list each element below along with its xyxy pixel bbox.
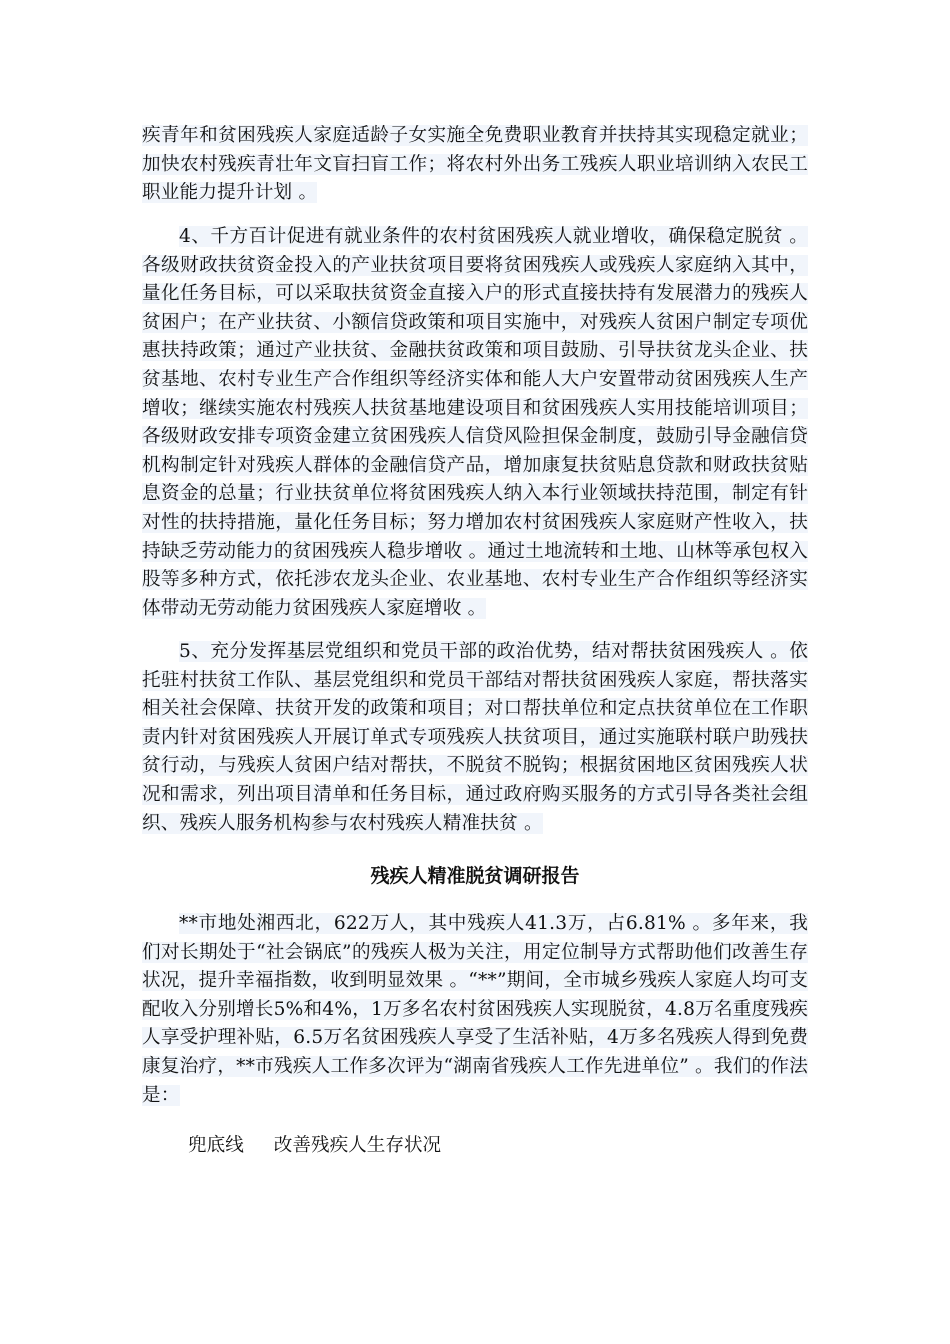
body-paragraph — [142, 122, 808, 208]
paragraph-text: 5、充分发挥基层党组织和党员干部的政治优势，结对帮扶贫困残疾人 。依托驻村扶贫工作队、基层党组织和党员干部结对帮扶贫困残疾人家庭，帮扶落实相关社会保障、扶贫开发的政策和项目；对口帮扶单位和定点扶贫单位在工作职责内针对贫困残疾人开展订单式专项残疾人扶贫项目，通过实施联村联户助残扶贫行动，与残疾人贫困户结对帮扶，不脱贫不脱钩；根据贫困地区贫困残疾人状况和需求，列出项目清单和任务目标，通过政府购买服务的方式引导各类社会组织、残疾人服务机构参与农村残疾人精准扶贫 。 — [142, 641, 808, 834]
paragraph-text: 疾青年和贫困残疾人家庭适龄子女实施全免费职业教育并扶持其实现稳定就业；加快农村残疾青壮年文盲扫盲工作；将农村外出务工残疾人职业培训纳入农民工职业能力提升计划 。 — [142, 125, 808, 204]
subheading-right: 改善残疾人生存状况 — [273, 1135, 442, 1156]
subheading-left: 兜底线 — [188, 1135, 244, 1156]
subheading — [188, 1132, 441, 1160]
section-title: 残疾人精准脱贫调研报告 — [370, 865, 580, 887]
paragraph-text: 4、千方百计促进有就业条件的农村贫困残疾人就业增收，确保稳定脱贫 。各级财政扶贫资金投入的产业扶贫项目要将贫困残疾人或残疾人家庭纳入其中，量化任务目标，可以采取扶贫资金直接入户的形式直接扶持有发展潜力的残疾人贫困户；在产业扶贫、小额信贷政策和项目实施中，对残疾人贫困户制定专项优惠扶持政策；通过产业扶贫、金融扶贫政策和项目鼓励、引导扶贫龙头企业、扶贫基地、农村专业生产合作组织等经济实体和能人大户安置带动贫困残疾人生产增收；继续实施农村残疾人扶贫基地建设项目和贫困残疾人实用技能培训项目；各级财政安排专项资金建立贫困残疾人信贷风险担保金制度，鼓励引导金融信贷机构制定针对残疾人群体的金融信贷产品，增加康复扶贫贴息贷款和财政扶贫贴息资金的总量；行业扶贫单位将贫困残疾人纳入本行业领域扶持范围，制定有针对性的扶持措施，量化任务目标；努力增加农村贫困残疾人家庭财产性收入，扶持缺乏劳动能力的贫困残疾人稳步增收 。通过土地流转和土地、山林等承包权入股等多种方式，依托涉农龙头企业、农业基地、农村专业生产合作组织等经济实体带动无劳动能力贫困残疾人家庭增收 。 — [142, 226, 808, 619]
body-paragraph — [142, 638, 808, 838]
intro-paragraph — [142, 910, 808, 1110]
body-paragraph — [142, 223, 808, 623]
paragraph-text: **市地处湘西北，622万人，其中残疾人41.3万，占6.81% 。多年来，我们对长期处于“社会锅底”的残疾人极为关注，用定位制导方式帮助他们改善生存状况，提升幸福指数，收到明显效果 。“**”期间，全市城乡残疾人家庭人均可支配收入分别增长5%和4%，1万多名农村贫困残疾人实现脱贫，4.8万名重度残疾人享受护理补贴，6.5万名贫困残疾人享受了生活补贴，4万多名残疾人得到免费康复治疗，**市残疾人工作多次评为“湖南省残疾人工作先进单位” 。我们的作法是： — [142, 913, 808, 1106]
